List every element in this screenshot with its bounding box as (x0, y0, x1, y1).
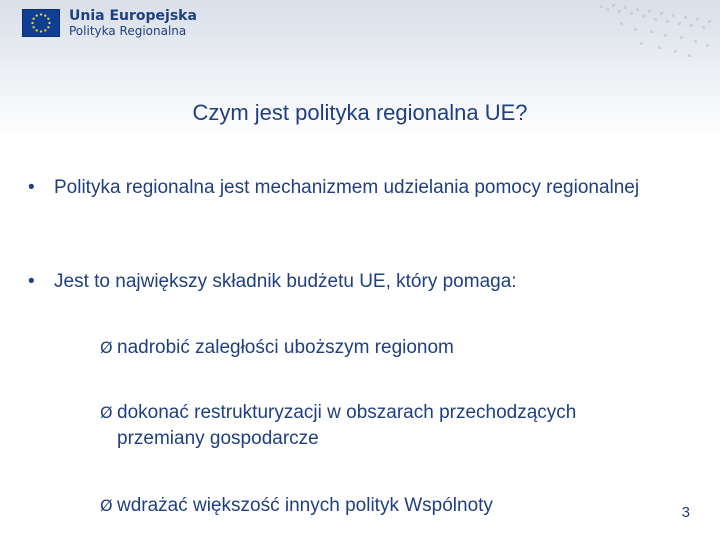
flag-star-icon (32, 26, 34, 28)
bullet-item (28, 176, 698, 200)
flag-star-icon (44, 29, 46, 31)
page-number: 3 (681, 504, 690, 521)
arrow-bullet-icon: Ø (100, 338, 113, 357)
bullet-text: Jest to największy składnik budżetu UE, który pomaga: (54, 271, 517, 292)
sub-item-text: nadrobić zaległości uboższym regionom (117, 337, 454, 358)
flag-star-icon (47, 26, 49, 28)
sub-item (100, 400, 660, 452)
flag-star-icon (40, 30, 42, 32)
arrow-bullet-icon: Ø (100, 403, 113, 422)
flag-star-icon (48, 22, 50, 24)
sub-item-text: wdrażać większość innych polityk Wspólnoty (117, 495, 493, 516)
org-name: Unia Europejska (69, 8, 197, 24)
eu-flag-icon (22, 9, 60, 37)
org-subtitle: Polityka Regionalna (69, 23, 187, 38)
eu-logo (22, 9, 197, 37)
flag-star-icon (36, 15, 38, 17)
sub-item-text: dokonać restrukturyzacji w obszarach przechodzących przemiany gospodarcze (117, 402, 577, 449)
bullet-item (28, 270, 698, 294)
sub-item (100, 493, 660, 519)
flag-star-icon (47, 18, 49, 20)
flag-star-icon (36, 29, 38, 31)
sub-item (100, 335, 660, 361)
flag-star-icon (44, 15, 46, 17)
flag-star-icon (31, 22, 33, 24)
bullet-text: Polityka regionalna jest mechanizmem udzielania pomocy regionalnej (54, 177, 640, 198)
flag-star-icon (32, 18, 34, 20)
bullet-marker: • (28, 177, 35, 198)
bullet-marker: • (28, 271, 35, 292)
arrow-bullet-icon: Ø (100, 496, 113, 515)
europe-map-decoration (590, 0, 720, 70)
flag-star-icon (40, 13, 42, 15)
slide-title: Czym jest polityka regionalna UE? (192, 100, 528, 125)
